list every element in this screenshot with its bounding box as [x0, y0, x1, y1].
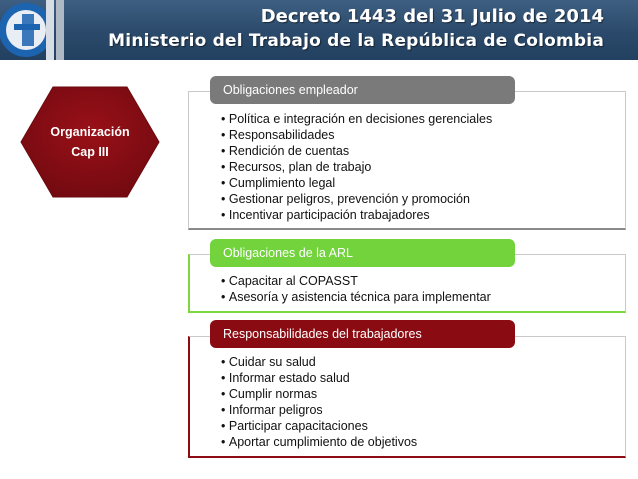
list-item: • Recursos, plan de trabajo [221, 159, 492, 175]
hexagon-label-line2: Cap III [71, 145, 109, 159]
worker-responsibilities-list [221, 354, 417, 450]
page-title: Decreto 1443 del 31 Julio de 2014 [260, 6, 604, 27]
hexagon-label-line1: Organización [50, 125, 130, 139]
header-banner [0, 0, 638, 60]
employer-obligations-list [221, 111, 492, 223]
list-item: • Responsabilidades [221, 127, 492, 143]
list-item: • Informar peligros [221, 402, 417, 418]
list-item: • Capacitar al COPASST [221, 273, 491, 289]
page-subtitle: Ministerio del Trabajo de la República de Colombia [108, 31, 604, 51]
list-item: • Cumplir normas [221, 386, 417, 402]
list-item: • Incentivar participación trabajadores [221, 207, 492, 223]
worker-responsibilities-heading: Responsabilidades del trabajadores [210, 320, 515, 348]
list-item: • Participar capacitaciones [221, 418, 417, 434]
list-item: • Gestionar peligros, prevención y promoción [221, 191, 492, 207]
ministry-logo-icon [0, 0, 72, 60]
hexagon-label [20, 122, 160, 162]
arl-obligations-heading: Obligaciones de la ARL [210, 239, 515, 267]
list-item: • Informar estado salud [221, 370, 417, 386]
list-item: • Cuidar su salud [221, 354, 417, 370]
list-item: • Política e integración en decisiones gerenciales [221, 111, 492, 127]
arl-obligations-list [221, 273, 491, 305]
list-item: • Aportar cumplimiento de objetivos [221, 434, 417, 450]
organization-hexagon [20, 86, 160, 198]
employer-obligations-heading: Obligaciones empleador [210, 76, 515, 104]
list-item: • Asesoría y asistencia técnica para implementar [221, 289, 491, 305]
list-item: • Rendición de cuentas [221, 143, 492, 159]
list-item: • Cumplimiento legal [221, 175, 492, 191]
